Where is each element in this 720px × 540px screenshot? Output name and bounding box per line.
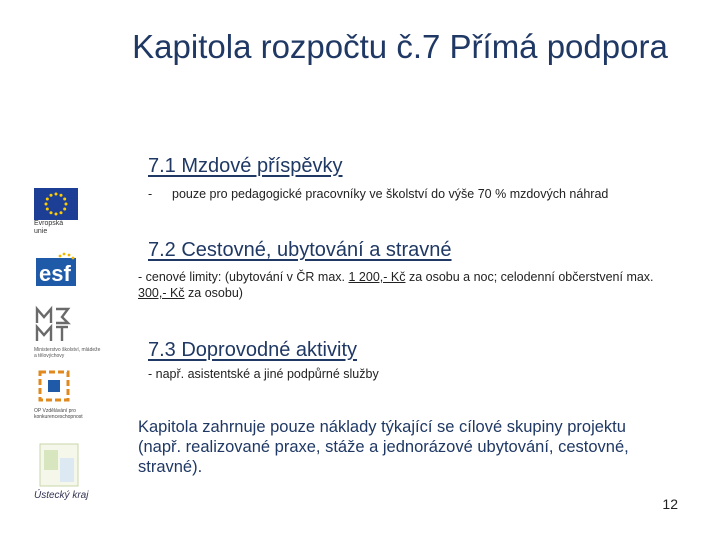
eu-flag-icon <box>34 188 78 220</box>
text-part: - cenové limity: (ubytování v ČR max. <box>138 270 349 284</box>
op-caption: OP Vzdělávání pro konkurenceschopnost <box>34 408 83 420</box>
region-caption: Ústecký kraj <box>34 490 89 501</box>
section-heading-7-1: 7.1 Mzdové příspěvky <box>148 155 343 177</box>
summary-paragraph: Kapitola zahrnuje pouze náklady týkající se cílové skupiny projektu (např. realizované praxe, stáže a jednorázové ubytování, cestovné, stravné). <box>138 418 629 476</box>
esf-logo <box>34 250 80 295</box>
msmt-caption: Ministerstvo školství, mládeže a tělovýchovy <box>34 347 101 359</box>
text-part: za osobu) <box>184 286 243 300</box>
section-text-7-1: pouze pro pedagogické pracovníky ve školství do výše 70 % mzdových náhrad <box>172 187 609 201</box>
msmt-icon <box>34 305 78 345</box>
op-icon <box>34 368 74 406</box>
text-part: za osobu a noc; celodenní občerstvení max. <box>405 270 654 284</box>
section-heading-7-3: 7.3 Doprovodné aktivity <box>148 339 358 361</box>
section-text-7-2 <box>138 269 658 301</box>
section-heading-7-2: 7.2 Cestovné, ubytování a stravné <box>148 239 452 261</box>
page-title: Kapitola rozpočtu č.7 Přímá podpora <box>132 28 668 65</box>
esf-icon <box>34 250 80 290</box>
eu-caption: Evropská unie <box>34 220 64 235</box>
amount-refreshment: 300,- Kč <box>138 286 185 300</box>
page-number: 12 <box>662 496 678 512</box>
svg-text:esf: esf <box>39 261 71 286</box>
section-text-7-3: - např. asistentské a jiné podpůrné služby <box>148 367 379 381</box>
region-logo <box>34 440 84 495</box>
op-logo <box>34 368 74 411</box>
msmt-logo <box>34 305 78 350</box>
amount-accommodation: 1 200,- Kč <box>348 270 406 284</box>
region-icon <box>34 440 84 490</box>
bullet-dash: - <box>148 187 153 201</box>
